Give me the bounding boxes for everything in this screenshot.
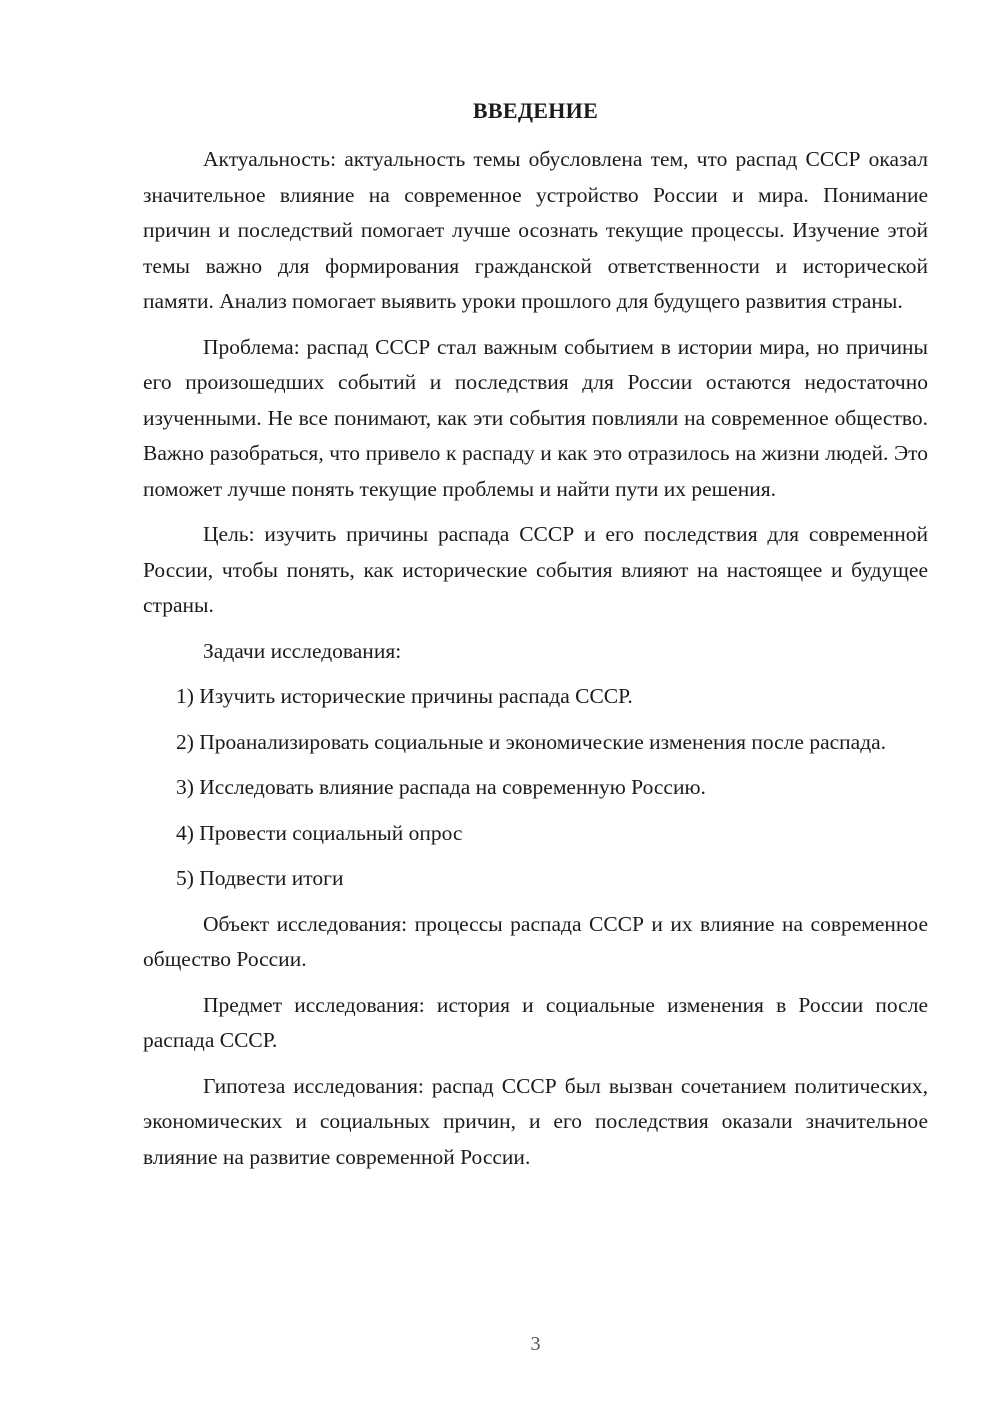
paragraph-problem: Проблема: распад СССР стал важным событием в истории мира, но причины его произошедших событий и последствия для России остаются недостаточно изученными. Не все понимают, как эти события повлияли на современное общество. Важно разобраться, что привело к распаду и как это отразилось на жизни людей. Это поможет лучше понять текущие проблемы и найти пути их решения.: [143, 334, 928, 501]
paragraph-hypothesis: Гипотеза исследования: распад СССР был вызван сочетанием политических, экономических и социальных причин, и его последствия оказали значительное влияние на развитие современной России.: [143, 1073, 928, 1169]
paragraph-relevance: Актуальность: актуальность темы обусловлена тем, что распад СССР оказал значительное влияние на современное устройство России и мира. Понимание причин и последствий помогает лучше осознать текущие процессы. Изучение этой темы важно для формирования гражданской ответственности и исторической памяти. Анализ помогает выявить уроки прошлого для будущего развития страны.: [143, 147, 928, 313]
document-page: [143, 0, 928, 1414]
list-item-task-4: 4) Провести социальный опрос: [176, 820, 463, 845]
section-title: ВВЕДЕНИЕ: [472, 98, 599, 123]
document-body: [143, 142, 928, 1175]
paragraph-subject: Предмет исследования: история и социальные изменения в России после распада СССР.: [143, 992, 928, 1052]
paragraph-tasks-heading: Задачи исследования:: [203, 638, 402, 663]
list-item-task-1: 1) Изучить исторические причины распада СССР.: [176, 684, 633, 708]
page-number: 3: [530, 1333, 541, 1355]
list-item-task-3: 3) Исследовать влияние распада на современную Россию.: [176, 775, 706, 799]
paragraph-object: Объект исследования: процессы распада СССР и их влияние на современное общество России.: [143, 911, 928, 971]
list-item-task-2: 2) Проанализировать социальные и экономические изменения после распада.: [176, 729, 887, 754]
paragraph-goal: Цель: изучить причины распада СССР и его последствия для современной России, чтобы понять, как исторические события влияют на настоящее и будущее страны.: [143, 522, 928, 617]
list-item-task-5: 5) Подвести итоги: [176, 866, 344, 890]
